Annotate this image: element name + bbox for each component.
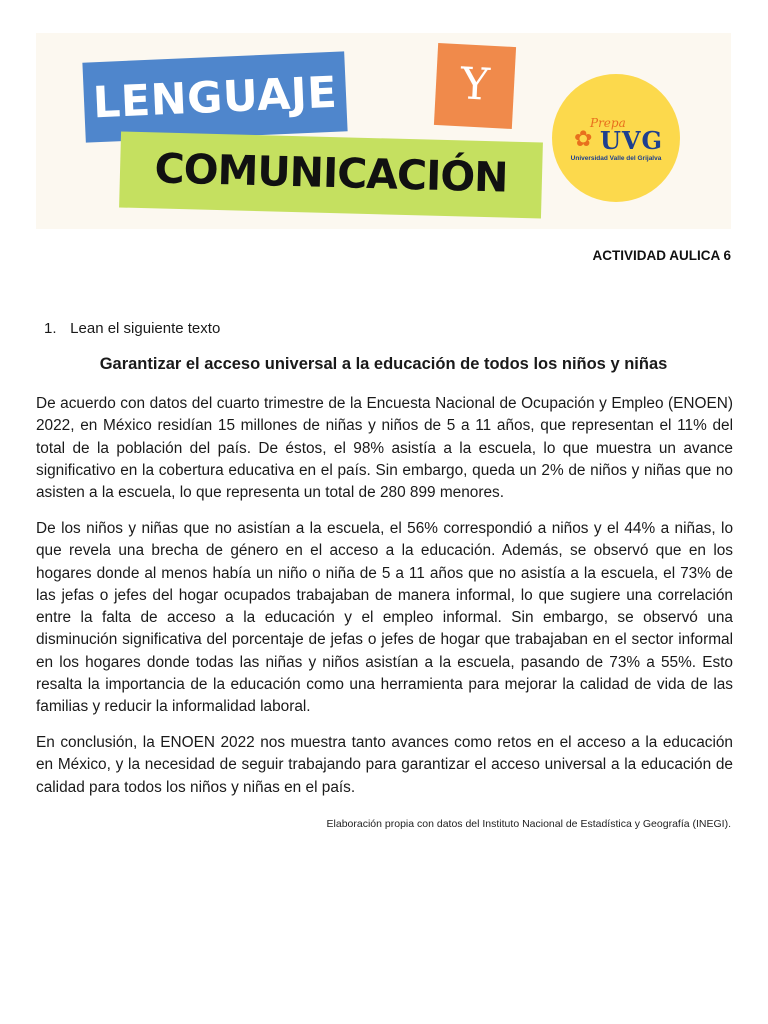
title-tag-comunicacion <box>119 131 543 218</box>
logo-university-text: Universidad Valle del Grijalva <box>570 155 662 162</box>
instruction-item <box>44 320 220 337</box>
instruction-text: Lean el siguiente texto <box>70 320 221 337</box>
flower-emblem-icon: ✿ <box>574 126 593 151</box>
article-paragraph-2: De los niños y niñas que no asistían a la escuela, el 56% correspondió a niños y el 44% a niñas, lo que revela una brecha de género en el acceso a la educación. Además, se observó que en los hogares donde al menos había un niño o niña de 5 a 11 años que no asistía a la escuela, el 73% de las jefas o jefes del hogar ocupados trabajaban de manera informal, lo que sugiere una correlación entre la falta de acceso a la educación y el empleo informal. Sin embargo, se observó una disminución significativa del porcentaje de jefas o jefes de hogar que trabajaban en el sector informal en los hogares donde todas las niñas y niños asistían a la escuela, pasando de 73% a 55%. Esto resalta la importancia de la educación como una herramienta para mejorar la calidad de vida de las familias y reducir la informalidad laboral. <box>36 520 733 716</box>
logo-prepa-text: Prepa <box>590 116 626 130</box>
title-word-comunicacion: COMUNICACIÓN <box>154 144 509 202</box>
uvg-logo <box>552 74 680 202</box>
logo-brand-text: UVG <box>600 126 664 155</box>
instruction-number: 1. <box>44 320 57 337</box>
article-title: Garantizar el acceso universal a la educación de todos los niños y niñas <box>99 355 668 373</box>
activity-label: ACTIVIDAD AULICA 6 <box>592 248 731 263</box>
article-paragraph-3: En conclusión, la ENOEN 2022 nos muestra tanto avances como retos en el acceso a la educación en México, y la necesidad de seguir trabajando para garantizar el acceso universal a la educación de calidad para todos los niños y niñas en el país. <box>36 734 733 796</box>
header-banner <box>36 33 731 229</box>
source-note: Elaboración propia con datos del Instituto Nacional de Estadística y Geografía (INEGI). <box>326 818 731 830</box>
title-word-lenguaje: LENGUAJE <box>91 67 339 129</box>
title-word-y: Y <box>459 58 491 111</box>
title-tag-y <box>434 43 516 129</box>
article-paragraph-1: De acuerdo con datos del cuarto trimestre de la Encuesta Nacional de Ocupación y Empleo (ENOEN) 2022, en México residían 15 millones de niñas y niños de 5 a 11 años, que representan el 11% del total de la población del país. De éstos, el 98% asistía a la escuela, lo que muestra un avance significativo en la cobertura educativa en el país. Sin embargo, queda un 2% de niños y niñas que no asisten a la escuela, lo que representa un total de 280 899 menores. <box>36 395 733 502</box>
title-tag-lenguaje <box>82 51 347 142</box>
